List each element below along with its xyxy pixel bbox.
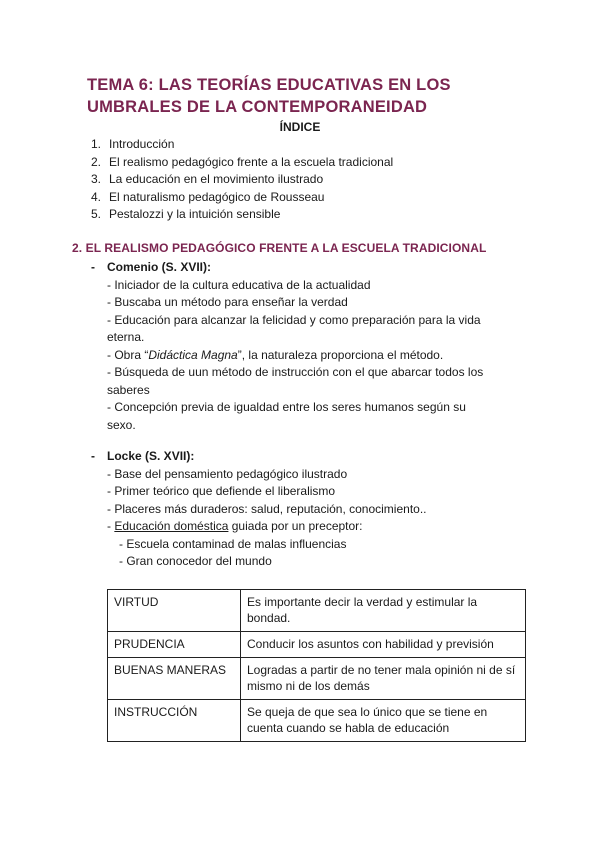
- toc-item: [91, 189, 393, 207]
- text-line: - Placeres más duraderos: salud, reputación, conocimiento..: [107, 501, 427, 516]
- section-heading: 2. EL REALISMO PEDAGÓGICO FRENTE A LA ESCUELA TRADICIONAL: [72, 241, 487, 255]
- index-heading: ÍNDICE: [279, 120, 321, 134]
- text-line: - Base del pensamiento pedagógico ilustrado: [107, 466, 348, 481]
- comenio-heading-text: Comenio (S. XVII):: [107, 260, 212, 274]
- text-fragment: - Obra “: [107, 347, 149, 362]
- text-line: - Iniciador de la cultura educativa de la actualidad: [107, 277, 371, 292]
- text-line: saberes: [107, 382, 150, 397]
- table-value-cell: Logradas a partir de no tener mala opinión ni de sí mismo ni de los demás: [241, 658, 526, 700]
- table-row: [108, 700, 526, 742]
- locke-lines: [91, 466, 537, 571]
- comenio-block: [91, 259, 537, 434]
- toc-text: El naturalismo pedagógico de Rousseau: [109, 189, 325, 204]
- text-line: - Búsqueda de uun método de instrucción con el que abarcar todos los: [107, 365, 484, 379]
- table-key-cell: INSTRUCCIÓN: [108, 700, 241, 742]
- comenio-lines: [91, 277, 537, 435]
- table-row: [108, 632, 526, 658]
- toc-item: [91, 136, 393, 154]
- toc-item: [91, 154, 393, 172]
- locke-block: [91, 448, 537, 571]
- toc-text: Introducción: [109, 137, 175, 151]
- toc-number: 2.: [91, 154, 102, 169]
- page-title: TEMA 6: LAS TEORÍAS EDUCATIVAS EN LOS UMBRALES DE LA CONTEMPORANEIDAD: [87, 76, 451, 116]
- underlined-term: Educación doméstica: [114, 519, 229, 533]
- text-line: eterna.: [107, 330, 145, 344]
- text-line: - Primer teórico que defiende el liberalismo: [107, 484, 336, 498]
- table-of-contents: [91, 136, 393, 224]
- text-fragment: ”, la naturaleza proporciona el método.: [237, 347, 444, 362]
- bullet-dash: -: [91, 260, 95, 274]
- text-line: - Educación para alcanzar la felicidad y como preparación para la vida: [107, 312, 481, 327]
- table-row: [108, 658, 526, 700]
- table-value-cell: Conducir los asuntos con habilidad y previsión: [241, 632, 526, 658]
- table-row: [108, 590, 526, 632]
- locke-heading: [91, 448, 537, 466]
- comenio-heading: [91, 259, 537, 277]
- text-line: - Gran conocedor del mundo: [119, 554, 272, 568]
- text-line: [107, 518, 537, 536]
- text-fragment: -: [107, 519, 115, 533]
- toc-item: [91, 206, 393, 224]
- locke-heading-text: Locke (S. XVII):: [107, 449, 195, 463]
- table-value-cell: Es importante decir la verdad y estimular la bondad.: [241, 590, 526, 632]
- table-key-cell: PRUDENCIA: [108, 632, 241, 658]
- toc-number: 4.: [91, 189, 102, 204]
- text-line: - Concepción previa de igualdad entre los seres humanos según su: [107, 400, 466, 414]
- text-line: [107, 347, 537, 365]
- text-line: sexo.: [107, 417, 136, 432]
- text-line: - Buscaba un método para enseñar la verdad: [107, 295, 348, 309]
- locke-education-table: [107, 589, 526, 742]
- toc-item: [91, 171, 393, 189]
- toc-text: Pestalozzi y la intuición sensible: [109, 207, 281, 221]
- toc-number: 1.: [91, 137, 102, 151]
- text-line: - Escuela contaminad de malas influencias: [119, 536, 347, 551]
- table-key-cell: VIRTUD: [108, 590, 241, 632]
- book-title: Didáctica Magna: [148, 347, 238, 362]
- toc-number: 3.: [91, 172, 102, 186]
- table-value-cell: Se queja de que sea lo único que se tiene en cuenta cuando se habla de educación: [241, 700, 526, 742]
- table-key-cell: BUENAS MANERAS: [108, 658, 241, 700]
- toc-text: La educación en el movimiento ilustrado: [109, 172, 324, 186]
- toc-text: El realismo pedagógico frente a la escuela tradicional: [109, 154, 394, 169]
- text-fragment: guiada por un preceptor:: [228, 519, 363, 533]
- bullet-dash: -: [91, 449, 95, 463]
- toc-number: 5.: [91, 207, 102, 221]
